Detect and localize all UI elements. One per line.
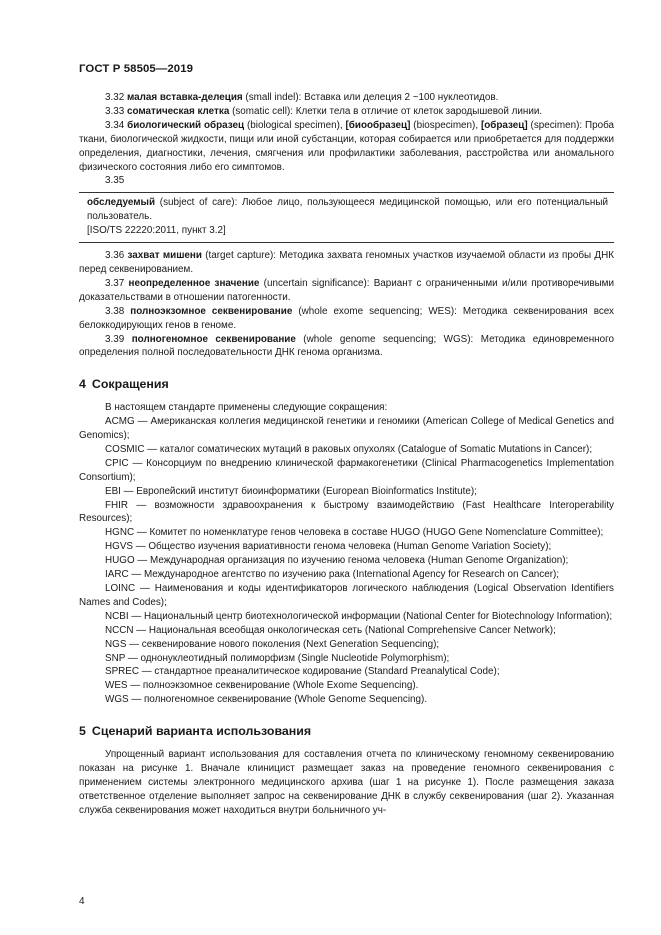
abbreviation-item: NGS — секвенирование нового поколения (Next Generation Sequencing); xyxy=(105,638,440,650)
abbreviation-item: ACMG — Американская коллегия медицинской генетики и геномики (American College of Medical Genetics and Genomics); xyxy=(79,416,614,442)
abbreviation-item: CPIC — Консорциум по внедрению клинической фармакогенетики (Clinical Pharmacogenetics Implementation Consortium); xyxy=(79,457,614,483)
term-3-34: 3.34 биологический образец (biological specimen), [биообразец] (biospecimen), [образец] (specimen): Проба ткани, биологической жидкости, пищи или иной субстанции, которая собирается или приобретается для поддержки определения, диагностики, лечения, смягчения или профилактики заболевания, расстройства или аномального физического состояния либо его симптомов. xyxy=(79,119,615,173)
term-3-39: 3.39 полногеномное секвенирование (whole genome sequencing; WGS): Методика единовременного определения полной последовательности ДНК генома организма. xyxy=(79,333,614,359)
section-5-heading: 5 Сценарий варианта использования xyxy=(79,724,312,739)
abbreviation-item: HGVS — Общество изучения вариативности генома человека (Human Genome Variation Society); xyxy=(105,541,552,553)
abbreviation-item: WGS — полногеномное секвенирование (Whole Genome Sequencing). xyxy=(105,694,428,706)
term-3-35-number: 3.35 xyxy=(105,175,125,187)
abbreviation-item: NCCN — Национальная всеобщая онкологическая сеть (National Comprehensive Cancer Network); xyxy=(105,624,556,636)
term-3-38: 3.38 полноэкзомное секвенирование (whole exome sequencing; WES): Методика секвенирования всех белоккодирующих генов в геноме. xyxy=(79,305,614,331)
term-3-35-definition: обследуемый (subject of care): Любое лицо, пользующееся медицинской помощью, или его потенциальный пользователь. xyxy=(87,197,608,223)
term-3-36: 3.36 захват мишени (target capture): Методика захвата геномных участков изучаемой области из пробы ДНК перед секвенированием. xyxy=(79,250,614,275)
document-body xyxy=(79,91,614,818)
abbreviation-item: FHIR — возможности здравоохранения к быстрому взаимодействию (Fast Healthcare Interoperability Resources); xyxy=(79,499,614,525)
term-3-33: 3.33 соматическая клетка (somatic cell): Клетки тела в отличие от клеток зародышевой линии. xyxy=(105,105,543,117)
abbreviation-item: NCBI — Национальный центр биотехнологической информации (National Center for Biotechnology Information); xyxy=(105,610,613,622)
section-5-paragraph: Упрощенный вариант использования для составления отчета по клиническому геномному секвенированию показан на рисунке 1. Вначале клиницист размещает заказ на проведение геномного секвенирования с применением системы электронного медицинского архива (шаг 1 на рисунке 1). После размещения заказа ответственное отделение выполняет запрос на секвенирование ДНК в службу секвенирования (шаг 2). Указанная служба секвенирования может находиться внутри больничного уч- xyxy=(79,749,614,816)
abbreviation-item: SPREC — стандартное преаналитическое кодирование (Standard Preanalytical Code); xyxy=(105,666,500,678)
abbreviation-item: HGNC — Комитет по номенклатуре генов человека в составе HUGO (HUGO Gene Nomenclature Committee); xyxy=(105,527,604,539)
term-3-35-reference: [ISO/TS 22220:2011, пункт 3.2] xyxy=(87,225,226,237)
term-3-32: 3.32 малая вставка-делеция (small indel): Вставка или делеция 2 ~100 нуклеотидов. xyxy=(105,92,499,103)
term-3-37: 3.37 неопределенное значение (uncertain significance): Вариант с ограниченными и/или противоречивыми доказательствами в отношении патогенности. xyxy=(79,277,614,303)
document-header: ГОСТ Р 58505—2019 xyxy=(79,63,194,75)
abbreviation-item: EBI — Европейский институт биоинформатики (European Bioinformatics Institute); xyxy=(105,485,477,497)
term-3-35-box xyxy=(79,192,614,243)
abbreviation-list xyxy=(79,415,614,707)
page-number: 4 xyxy=(79,896,85,907)
abbreviation-item: HUGO — Международная организация по изучению генома человека (Human Genome Organization); xyxy=(105,555,569,567)
abbreviation-item: IARC — Международное агентство по изучению рака (International Agency for Research on Cancer); xyxy=(105,569,560,581)
abbreviation-item: SNP — однонуклеотидный полиморфизм (Single Nucleotide Polymorphism); xyxy=(105,652,450,664)
section-4-heading: 4 Сокращения xyxy=(79,377,169,392)
section-4-intro: В настоящем стандарте применены следующие сокращения: xyxy=(105,402,388,414)
abbreviation-item: LOINC — Наименования и коды идентификаторов логического наблюдения (Logical Observation Identifiers Names and Codes); xyxy=(79,583,614,608)
abbreviation-item: WES — полноэкзомное секвенирование (Whole Exome Sequencing). xyxy=(105,680,419,692)
abbreviation-item: COSMIC — каталог соматических мутаций в раковых опухолях (Catalogue of Somatic Mutations in Cancer); xyxy=(105,443,593,455)
